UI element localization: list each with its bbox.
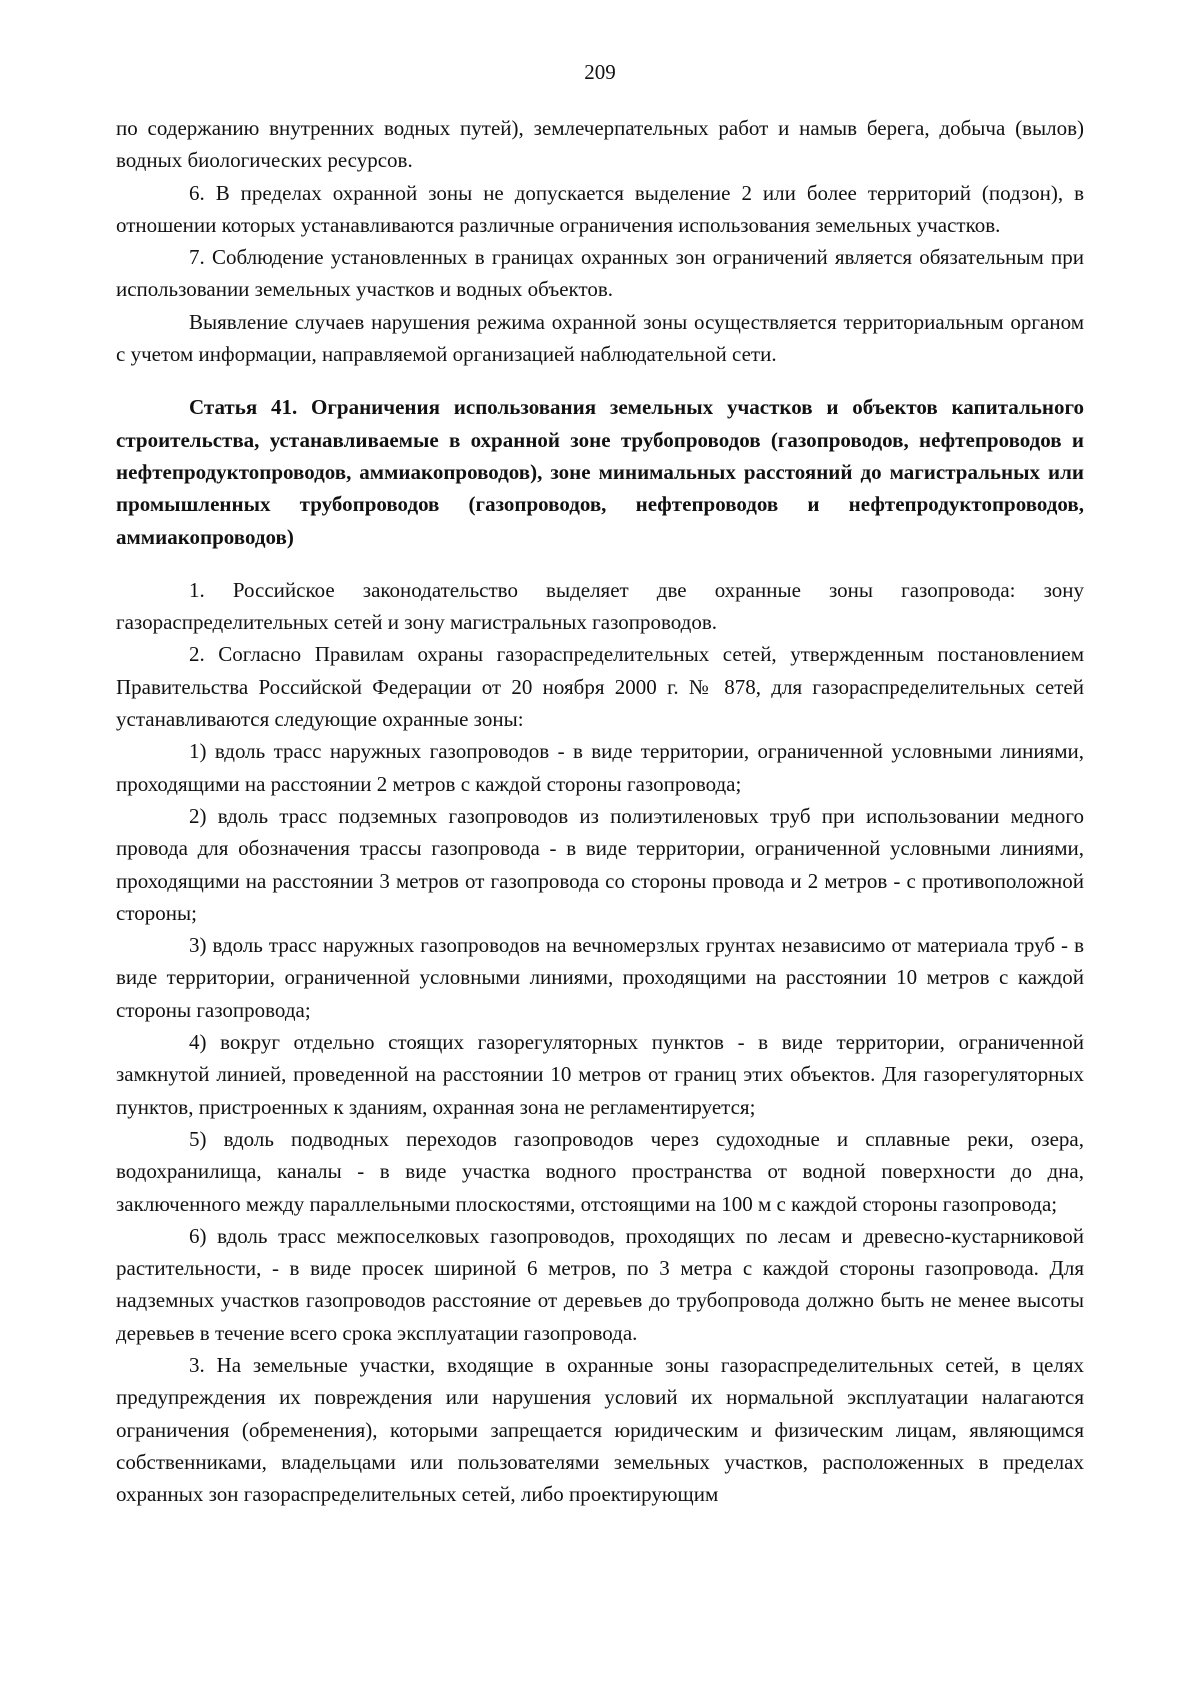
list-item-1: 1) вдоль трасс наружных газопроводов - в виде территории, ограниченной условными линиями, проходящими на расстоянии 2 метров с каждой стороны газопровода; xyxy=(116,739,1084,796)
paragraph-item-6: 6. В пределах охранной зоны не допускается выделение 2 или более территорий (подзон), в отношении которых устанавливаются различные ограничения использования земельных участков. xyxy=(116,180,1084,237)
paragraph-enforcement: Выявление случаев нарушения режима охранной зоны осуществляется территориальным органом с учетом информации, направляемой организацией наблюдательной сети. xyxy=(116,309,1084,367)
article-paragraph-2: 2. Согласно Правилам охраны газораспределительных сетей, утвержденным постановлением Правительства Российской Федерации от 20 ноября 2000 г. № 878, для газораспределительных сетей устанавливаются следующие охранные зоны: xyxy=(116,642,1084,732)
list-item-5: 5) вдоль подводных переходов газопроводов через судоходные и сплавные реки, озера, водохранилища, каналы - в виде участка водного пространства от водной поверхности до дна, заключенного между параллельными плоскостями, отстоящими на 100 м с каждой стороны газопровода; xyxy=(116,1126,1084,1216)
list-item-2: 2) вдоль трасс подземных газопроводов из полиэтиленовых труб при использовании медного провода для обозначения трассы газопровода - в виде территории, ограниченной условными линиями, проходящими на расстоянии 3 метров от газопровода со стороны провода и 2 метров - с противоположной стороны; xyxy=(116,803,1084,925)
page-content xyxy=(116,112,1084,1510)
article-paragraph-3: 3. На земельные участки, входящие в охранные зоны газораспределительных сетей, в целях предупреждения их повреждения или нарушения условий их нормальной эксплуатации налагаются ограничения (обременения), которыми запрещается юридическим и физическим лицам, являющимся собственниками, владельцами или пользователями земельных участков, расположенных в пределах охранных зон газораспределительных сетей, либо проектирующим xyxy=(116,1352,1084,1507)
list-item-6: 6) вдоль трасс межпоселковых газопроводов, проходящих по лесам и древесно-кустарниковой растительности, - в виде просек шириной 6 метров, по 3 метра с каждой стороны газопровода. Для надземных участков газопроводов расстояние от деревьев до трубопровода должно быть не менее высоты деревьев в течение всего срока эксплуатации газопровода. xyxy=(116,1223,1084,1345)
paragraph-item-7: 7. Соблюдение установленных в границах охранных зон ограничений является обязательным при использовании земельных участков и водных объектов. xyxy=(116,245,1084,302)
list-item-4: 4) вокруг отдельно стоящих газорегуляторных пунктов - в виде территории, ограниченной замкнутой линией, проведенной на расстоянии 10 метров от границ этих объектов. Для газорегуляторных пунктов, пристроенных к зданиям, охранная зона не регламентируется; xyxy=(116,1030,1084,1119)
page-number: 209 xyxy=(584,60,616,84)
article-heading: Статья 41. Ограничения использования земельных участков и объектов капитального строительства, устанавливаемые в охранной зоне трубопроводов (газопроводов, нефтепроводов и нефтепродуктопроводов, аммиакопроводов), зоне минимальных расстояний до магистральных или промышленных трубопроводов (газопроводов, нефтепроводов и нефтепродуктопроводов, аммиакопроводов) xyxy=(116,395,1084,549)
paragraph-continuation: по содержанию внутренних водных путей), землечерпательных работ и намыв берега, добыча (вылов) водных биологических ресурсов. xyxy=(116,116,1084,173)
article-paragraph-1: 1. Российское законодательство выделяет две охранные зоны газопровода: зону газораспределительных сетей и зону магистральных газопроводов. xyxy=(116,577,1084,635)
list-item-3: 3) вдоль трасс наружных газопроводов на вечномерзлых грунтах независимо от материала труб - в виде территории, ограниченной условными линиями, проходящими на расстоянии 10 метров с каждой стороны газопровода; xyxy=(116,933,1084,1022)
